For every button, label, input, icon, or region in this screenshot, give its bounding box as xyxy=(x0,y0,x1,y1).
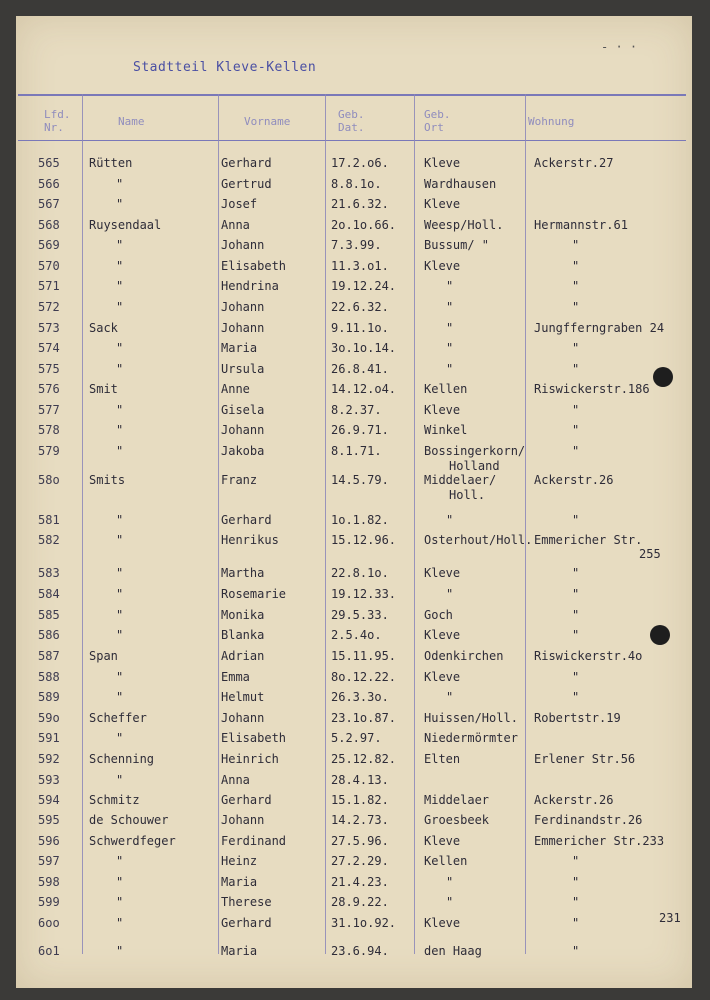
punch-hole xyxy=(653,367,673,387)
cell-ort: Kellen xyxy=(424,854,468,868)
cell-ort: Wardhausen xyxy=(424,177,497,191)
header-bottom-rule xyxy=(18,140,686,141)
cell-datum: 22.6.32. xyxy=(331,300,389,314)
cell-vorname: Rosemarie xyxy=(221,587,287,601)
cell-ort: Kleve xyxy=(424,403,461,417)
cell-wohnung: " xyxy=(572,854,580,868)
cell-ort: " xyxy=(446,341,454,355)
cell-wohnung: " xyxy=(572,259,580,273)
cell-datum: 2o.1o.66. xyxy=(331,218,397,232)
cell-vorname: Henrikus xyxy=(221,533,279,547)
table-row xyxy=(16,916,692,936)
cell-vorname: Franz xyxy=(221,473,258,487)
cell-vorname: Johann xyxy=(221,423,265,437)
cell-wohnung: " xyxy=(572,566,580,580)
cell-vorname: Ferdinand xyxy=(221,834,287,848)
table-row xyxy=(16,403,692,423)
cell-nr: 586 xyxy=(38,628,60,642)
cell-nr: 573 xyxy=(38,321,60,335)
table-row xyxy=(16,731,692,751)
cell-datum: 14.2.73. xyxy=(331,813,389,827)
cell-ort: Kellen xyxy=(424,382,468,396)
cell-wohnung: " xyxy=(572,690,580,704)
cell-name: " xyxy=(116,587,124,601)
cell-name: Span xyxy=(89,649,118,663)
table-row xyxy=(16,362,692,382)
cell-wohnung: " xyxy=(572,670,580,684)
cell-vorname: Johann xyxy=(221,238,265,252)
cell-datum: 8.2.37. xyxy=(331,403,382,417)
cell-vorname: Jakoba xyxy=(221,444,265,458)
cell-datum: 23.6.94. xyxy=(331,944,389,958)
cell-nr: 591 xyxy=(38,731,60,745)
cell-name: " xyxy=(116,895,124,909)
cell-nr: 58o xyxy=(38,473,60,487)
cell-vorname: Anne xyxy=(221,382,250,396)
cell-vorname: Johann xyxy=(221,813,265,827)
cell-name: " xyxy=(116,362,124,376)
table-row xyxy=(16,793,692,813)
cell-wohnung: Ferdinandstr.26 xyxy=(534,813,643,827)
cell-ort: Middelaer/ xyxy=(424,473,497,487)
table-row xyxy=(16,628,692,648)
cell-ort: Middelaer xyxy=(424,793,490,807)
cell-vorname: Monika xyxy=(221,608,265,622)
cell-name: " xyxy=(116,566,124,580)
cell-nr: 574 xyxy=(38,341,60,355)
cell-nr: 598 xyxy=(38,875,60,889)
cell-vorname: Heinrich xyxy=(221,752,279,766)
cell-name: Sack xyxy=(89,321,118,335)
cell-datum: 31.1o.92. xyxy=(331,916,397,930)
cell-datum: 15.1.82. xyxy=(331,793,389,807)
cell-nr: 577 xyxy=(38,403,60,417)
table-row xyxy=(16,752,692,772)
cell-name: de Schouwer xyxy=(89,813,169,827)
table-row xyxy=(16,259,692,279)
cell-vorname: Gerhard xyxy=(221,793,272,807)
cell-nr: 583 xyxy=(38,566,60,580)
cell-vorname: Johann xyxy=(221,300,265,314)
cell-nr: 572 xyxy=(38,300,60,314)
header-top-rule xyxy=(18,94,686,96)
cell-nr: 588 xyxy=(38,670,60,684)
cell-vorname: Anna xyxy=(221,218,250,232)
cell-name: " xyxy=(116,259,124,273)
cell-nr: 593 xyxy=(38,773,60,787)
cell-ort: Kleve xyxy=(424,916,461,930)
cell-vorname: Maria xyxy=(221,875,258,889)
cell-name: " xyxy=(116,854,124,868)
cell-name: " xyxy=(116,423,124,437)
cell-nr: 595 xyxy=(38,813,60,827)
cell-vorname: Gertrud xyxy=(221,177,272,191)
cell-nr: 582 xyxy=(38,533,60,547)
table-row xyxy=(16,690,692,710)
cell-ort: " xyxy=(446,587,454,601)
table-row xyxy=(16,238,692,258)
cell-name: " xyxy=(116,444,124,458)
cell-vorname: Gisela xyxy=(221,403,265,417)
cell-name: " xyxy=(116,773,124,787)
cell-name: Schwerdfeger xyxy=(89,834,176,848)
cell-datum: 23.1o.87. xyxy=(331,711,397,725)
cell-wohnung: " xyxy=(572,587,580,601)
cell-vorname: Therese xyxy=(221,895,272,909)
table-row xyxy=(16,197,692,217)
cell-datum: 11.3.o1. xyxy=(331,259,389,273)
cell-name: Smit xyxy=(89,382,118,396)
cell-vorname: Josef xyxy=(221,197,258,211)
corner-mark: - · · xyxy=(601,40,638,54)
cell-datum: 27.2.29. xyxy=(331,854,389,868)
cell-name: Ruysendaal xyxy=(89,218,162,232)
cell-nr: 6oo xyxy=(38,916,60,930)
cell-wohnung: " xyxy=(572,608,580,622)
table-row xyxy=(16,813,692,833)
cell-vorname: Ursula xyxy=(221,362,265,376)
cell-ort: Kleve xyxy=(424,834,461,848)
cell-nr: 566 xyxy=(38,177,60,191)
cell-ort: " xyxy=(446,513,454,527)
table-row xyxy=(16,711,692,731)
cell-name: Schenning xyxy=(89,752,155,766)
cell-datum: 15.12.96. xyxy=(331,533,397,547)
cell-name: " xyxy=(116,944,124,958)
cell-ort: Kleve xyxy=(424,197,461,211)
cell-name: Schmitz xyxy=(89,793,140,807)
cell-datum: 8.8.1o. xyxy=(331,177,382,191)
cell-ort: Weesp/Holl. xyxy=(424,218,504,232)
cell-wohnung: " xyxy=(572,403,580,417)
cell-nr: 596 xyxy=(38,834,60,848)
cell-ort: Goch xyxy=(424,608,453,622)
header-ort: Geb. Ort xyxy=(424,108,451,134)
cell-wohnung: Ackerstr.26 xyxy=(534,793,614,807)
cell-wohnung: Riswickerstr.186 xyxy=(534,382,650,396)
table-row xyxy=(16,423,692,443)
cell-vorname: Gerhard xyxy=(221,156,272,170)
table-row xyxy=(16,177,692,197)
cell-ort: Niedermörmter xyxy=(424,731,518,745)
cell-datum: 21.4.23. xyxy=(331,875,389,889)
cell-name: " xyxy=(116,341,124,355)
cell-ort: Groesbeek xyxy=(424,813,490,827)
cell-name: " xyxy=(116,608,124,622)
cell-name: " xyxy=(116,238,124,252)
cell-nr: 569 xyxy=(38,238,60,252)
cell-datum: 19.12.24. xyxy=(331,279,397,293)
header-datum: Geb. Dat. xyxy=(338,108,365,134)
cell-datum: 26.3.3o. xyxy=(331,690,389,704)
cell-datum: 28.4.13. xyxy=(331,773,389,787)
cell-wohnung: " xyxy=(572,238,580,252)
cell-ort: Osterhout/Holl. xyxy=(424,533,533,547)
table-row xyxy=(16,649,692,669)
cell-ort: " xyxy=(446,690,454,704)
cell-datum: 29.5.33. xyxy=(331,608,389,622)
cell-datum: 22.8.1o. xyxy=(331,566,389,580)
cell-nr: 576 xyxy=(38,382,60,396)
table-row xyxy=(16,218,692,238)
table-row xyxy=(16,670,692,690)
table-row xyxy=(16,773,692,793)
cell-name: " xyxy=(116,731,124,745)
cell-ort: Elten xyxy=(424,752,461,766)
cell-ort: " xyxy=(446,279,454,293)
cell-wohnung: " xyxy=(572,895,580,909)
header-vorname: Vorname xyxy=(244,115,291,128)
cell-vorname: Adrian xyxy=(221,649,265,663)
cell-vorname: Martha xyxy=(221,566,265,580)
cell-wohnung: " xyxy=(572,916,580,930)
table-row xyxy=(16,300,692,320)
cell-vorname: Hendrina xyxy=(221,279,279,293)
table-row xyxy=(16,341,692,361)
table-row xyxy=(16,895,692,915)
header-wohnung: Wohnung xyxy=(528,115,575,128)
cell-name: " xyxy=(116,670,124,684)
cell-vorname: Blanka xyxy=(221,628,265,642)
cell-name: Scheffer xyxy=(89,711,147,725)
cell-vorname: Elisabeth xyxy=(221,731,287,745)
table-row xyxy=(16,834,692,854)
cell-nr: 567 xyxy=(38,197,60,211)
table-row xyxy=(16,156,692,176)
table-row xyxy=(16,444,692,473)
table-row xyxy=(16,944,692,964)
table-row xyxy=(16,566,692,586)
cell-wohnung: " xyxy=(572,444,580,458)
cell-wohnung: Robertstr.19 xyxy=(534,711,621,725)
cell-vorname: Heinz xyxy=(221,854,258,868)
cell-wohnung: " xyxy=(572,423,580,437)
cell-wohnung: " xyxy=(572,944,580,958)
cell-datum: 26.9.71. xyxy=(331,423,389,437)
cell-wohnung: " xyxy=(572,362,580,376)
cell-vorname: Gerhard xyxy=(221,513,272,527)
cell-datum: 8.1.71. xyxy=(331,444,382,458)
cell-ort: Odenkirchen xyxy=(424,649,504,663)
cell-name: " xyxy=(116,628,124,642)
cell-datum: 25.12.82. xyxy=(331,752,397,766)
cell-datum: 1o.1.82. xyxy=(331,513,389,527)
cell-wohnung: Jungfferngraben 24 xyxy=(534,321,665,335)
cell-name: " xyxy=(116,513,124,527)
cell-wohnung: Emmericher Str.233 xyxy=(534,834,665,848)
cell-nr: 592 xyxy=(38,752,60,766)
header-name: Name xyxy=(118,115,145,128)
cell-datum: 17.2.o6. xyxy=(331,156,389,170)
cell-vorname: Elisabeth xyxy=(221,259,287,273)
cell-nr: 584 xyxy=(38,587,60,601)
cell-nr: 579 xyxy=(38,444,60,458)
cell-nr: 59o xyxy=(38,711,60,725)
cell-datum: 8o.12.22. xyxy=(331,670,397,684)
cell-name: " xyxy=(116,875,124,889)
cell-ort: " xyxy=(446,875,454,889)
page-title: Stadtteil Kleve-Kellen xyxy=(133,60,317,75)
cell-vorname: Maria xyxy=(221,944,258,958)
table-row xyxy=(16,608,692,628)
cell-wohnung: " xyxy=(572,279,580,293)
cell-name: " xyxy=(116,177,124,191)
cell-vorname: Emma xyxy=(221,670,250,684)
cell-wohnung: Erlener Str.56 xyxy=(534,752,636,766)
cell-nr: 6o1 xyxy=(38,944,60,958)
cell-wohnung: " xyxy=(572,300,580,314)
cell-datum: 14.12.o4. xyxy=(331,382,397,396)
cell-name: " xyxy=(116,197,124,211)
cell-datum: 5.2.97. xyxy=(331,731,382,745)
page-number: 231 xyxy=(659,911,681,925)
cell-datum: 7.3.99. xyxy=(331,238,382,252)
cell-datum: 14.5.79. xyxy=(331,473,389,487)
cell-name: Rütten xyxy=(89,156,133,170)
cell-datum: 15.11.95. xyxy=(331,649,397,663)
cell-ort: Kleve xyxy=(424,566,461,580)
cell-ort: Bossingerkorn/ xyxy=(424,444,526,458)
cell-wohnung: " xyxy=(572,341,580,355)
cell-vorname: Helmut xyxy=(221,690,265,704)
cell-wohnung: Ackerstr.27 xyxy=(534,156,614,170)
cell-wohnung: Emmericher Str. xyxy=(534,533,643,547)
cell-ort: Kleve xyxy=(424,628,461,642)
cell-vorname: Anna xyxy=(221,773,250,787)
cell-ort-line2: Holland xyxy=(449,459,500,473)
cell-datum: 27.5.96. xyxy=(331,834,389,848)
cell-ort: Kleve xyxy=(424,670,461,684)
cell-datum: 28.9.22. xyxy=(331,895,389,909)
table-row xyxy=(16,382,692,402)
register-sheet xyxy=(16,16,692,988)
table-row xyxy=(16,321,692,341)
table-row xyxy=(16,533,692,561)
cell-nr: 587 xyxy=(38,649,60,663)
cell-wohnung: Ackerstr.26 xyxy=(534,473,614,487)
cell-datum: 3o.1o.14. xyxy=(331,341,397,355)
cell-wohnung: Riswickerstr.4o xyxy=(534,649,643,663)
cell-ort: " xyxy=(446,895,454,909)
cell-vorname: Johann xyxy=(221,321,265,335)
table-row xyxy=(16,473,692,502)
cell-ort: den Haag xyxy=(424,944,482,958)
cell-name: Smits xyxy=(89,473,126,487)
table-row xyxy=(16,587,692,607)
cell-ort: " xyxy=(446,321,454,335)
cell-nr: 570 xyxy=(38,259,60,273)
cell-wohnung: " xyxy=(572,875,580,889)
cell-nr: 571 xyxy=(38,279,60,293)
cell-datum: 9.11.1o. xyxy=(331,321,389,335)
cell-ort: Kleve xyxy=(424,259,461,273)
cell-ort: Kleve xyxy=(424,156,461,170)
cell-nr: 578 xyxy=(38,423,60,437)
cell-ort: " xyxy=(446,362,454,376)
cell-datum: 19.12.33. xyxy=(331,587,397,601)
cell-datum: 2.5.4o. xyxy=(331,628,382,642)
table-row xyxy=(16,854,692,874)
cell-nr: 597 xyxy=(38,854,60,868)
cell-name: " xyxy=(116,279,124,293)
cell-name: " xyxy=(116,403,124,417)
table-row xyxy=(16,279,692,299)
punch-hole xyxy=(650,625,670,645)
header-nr: Lfd. Nr. xyxy=(44,108,71,134)
cell-nr: 594 xyxy=(38,793,60,807)
cell-datum: 26.8.41. xyxy=(331,362,389,376)
cell-nr: 565 xyxy=(38,156,60,170)
cell-vorname: Gerhard xyxy=(221,916,272,930)
cell-vorname: Maria xyxy=(221,341,258,355)
cell-ort: Huissen/Holl. xyxy=(424,711,518,725)
cell-ort: Bussum/ " xyxy=(424,238,490,252)
cell-wohnung: " xyxy=(572,513,580,527)
cell-wohnung: Hermannstr.61 xyxy=(534,218,628,232)
cell-vorname: Johann xyxy=(221,711,265,725)
cell-ort-line2: Holl. xyxy=(449,488,486,502)
cell-name: " xyxy=(116,690,124,704)
cell-nr: 589 xyxy=(38,690,60,704)
cell-nr: 581 xyxy=(38,513,60,527)
cell-name: " xyxy=(116,916,124,930)
cell-name: " xyxy=(116,300,124,314)
cell-datum: 21.6.32. xyxy=(331,197,389,211)
cell-nr: 599 xyxy=(38,895,60,909)
cell-name: " xyxy=(116,533,124,547)
cell-wohnung-line2: 255 xyxy=(639,547,661,561)
cell-wohnung: " xyxy=(572,628,580,642)
cell-nr: 585 xyxy=(38,608,60,622)
table-row xyxy=(16,513,692,533)
cell-ort: Winkel xyxy=(424,423,468,437)
table-row xyxy=(16,875,692,895)
cell-ort: " xyxy=(446,300,454,314)
cell-nr: 575 xyxy=(38,362,60,376)
cell-nr: 568 xyxy=(38,218,60,232)
